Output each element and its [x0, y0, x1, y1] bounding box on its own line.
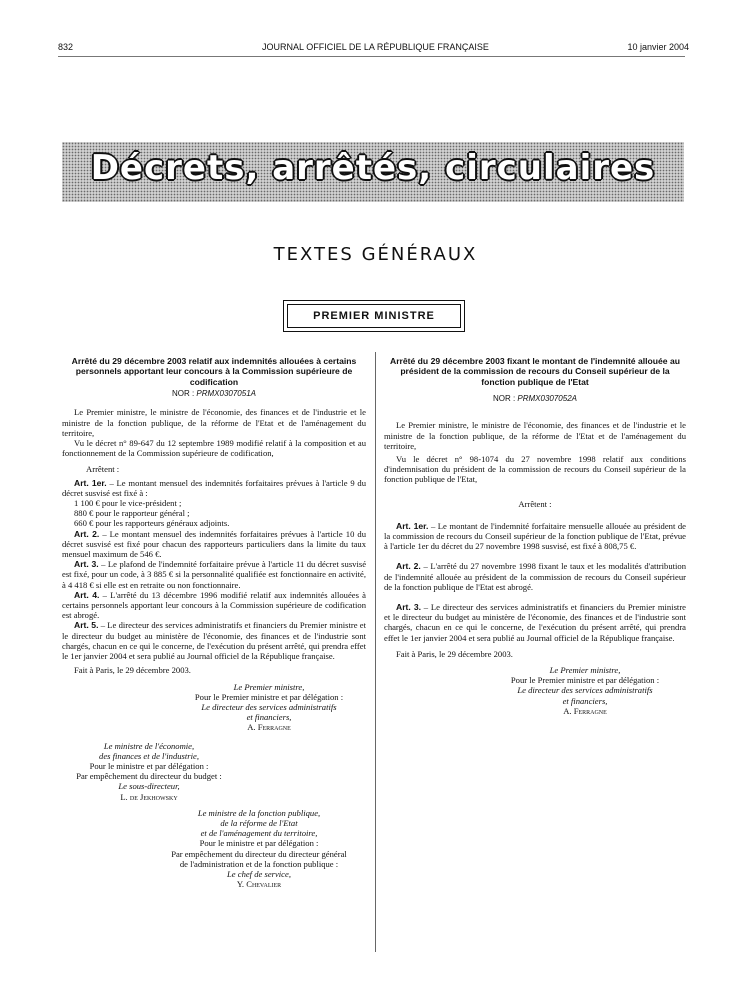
- right-art2-text: – L'arrêté du 27 novembre 1998 fixant le taux et les modalités d'attribution de l'indemnité allouée au président de la commission de recours du Conseil supérieur de la fonction publique de l'Etat est abrogé.: [384, 561, 687, 592]
- left-signature-2: [62, 741, 366, 802]
- left-sig2-line1: Le ministre de l'économie,: [103, 740, 195, 751]
- page-number: 832: [58, 42, 74, 52]
- left-nor: [62, 388, 366, 399]
- left-art4-label: Art. 4.: [74, 589, 100, 600]
- left-art3-label: Art. 3.: [74, 559, 99, 570]
- right-sig1-name: A. Ferragne: [563, 705, 607, 716]
- right-sig1-line3: Le directeur des services administratifs: [517, 685, 653, 696]
- left-art3: [62, 559, 366, 590]
- left-art3-text: – Le plafond de l'indemnité forfaitaire prévue à l'article 11 du décret susvisé est fixé, pour un code, à 3 885 € si la personnalité qualifiée est fonctionnaire en activité, à 4 418 € si elle est en retraite ou non fonctionnaire.: [62, 559, 367, 590]
- left-art1-line2: 880 € pour le rapporteur général ;: [74, 508, 190, 519]
- left-article: [62, 356, 366, 889]
- left-sig3-line5: Par empêchement du directeur du directeur général: [171, 848, 347, 859]
- right-art1-text: – Le montant de l'indemnité forfaitaire mensuelle allouée au président de la commission de recours du Conseil supérieur de la fonction publique de l'Etat, prévue à l'article 1er du décret du 27 novembre 1998 susvisé, est fixé à 808,75 €.: [384, 520, 686, 552]
- right-art3-label: Art. 3.: [396, 602, 421, 613]
- left-art2: [62, 529, 366, 560]
- section-title: TEXTES GÉNÉRAUX: [273, 244, 478, 265]
- issue-date: 10 janvier 2004: [627, 42, 689, 52]
- left-art4: [62, 590, 366, 621]
- left-sig2-name: L. de Jekhowsky: [120, 791, 178, 802]
- left-art1-label: Art. 1er.: [74, 477, 107, 488]
- left-art1: [62, 478, 366, 498]
- right-signature-1: [384, 665, 686, 716]
- right-title: Arrêté du 29 décembre 2003 fixant le montant de l'indemnité allouée au président de la commission de recours du Conseil supérieur de la fonction publique de l'Etat: [389, 356, 681, 387]
- right-nor-value: PRMX0307052A: [517, 394, 577, 404]
- right-nor-label: NOR :: [493, 394, 516, 404]
- right-art3: [384, 602, 686, 643]
- left-art5: [62, 620, 366, 661]
- left-title: Arrêté du 29 décembre 2003 relatif aux indemnités allouées à certains personnels apportant leur concours à la Commission supérieure de codification: [71, 356, 357, 387]
- left-sig3-line6: de l'administration et de la fonction publique :: [179, 858, 339, 869]
- left-art1-line3: 660 € pour les rapporteurs généraux adjoints.: [74, 518, 230, 529]
- left-sig3-line7: Le chef de service,: [227, 868, 291, 879]
- left-sig2-line5: Le sous-directeur,: [118, 781, 180, 792]
- left-sig3-line3: et de l'aménagement du territoire,: [200, 828, 318, 839]
- left-signature-1: [62, 682, 366, 733]
- right-fait: Fait à Paris, le 29 décembre 2003.: [396, 648, 513, 659]
- left-nor-label: NOR :: [172, 389, 195, 399]
- left-sig2-line3: Pour le ministre et par délégation :: [89, 760, 209, 771]
- left-sig3-line1: Le ministre de la fonction publique,: [197, 807, 321, 818]
- right-art2-label: Art. 2.: [396, 561, 421, 572]
- left-nor-value: PRMX0307051A: [196, 389, 256, 399]
- right-sig1-line1: Le Premier ministre,: [549, 665, 621, 676]
- left-sig3-line4: Pour le ministre et par délégation :: [199, 838, 319, 849]
- left-visa: Vu le décret n° 89-647 du 12 septembre 1989 modifié relatif à la composition et au fonctionnement de la Commission supérieure de codification,: [62, 438, 366, 459]
- right-sig1-line4: et financiers,: [562, 695, 608, 706]
- left-art2-label: Art. 2.: [74, 528, 100, 539]
- right-nor: [384, 393, 686, 404]
- left-sig2-line2: des finances et de l'industrie,: [99, 750, 199, 761]
- left-art1-line1: 1 100 € pour le vice-président ;: [74, 498, 182, 509]
- ministry-title: PREMIER MINISTRE: [287, 304, 461, 328]
- left-art2-text: – Le montant mensuel des indemnités forfaitaires prévues à l'article 10 du décret susvisé est fixé pour chacun des rapporteurs particuliers dans la limite du taux mensuel maximum de 546 €.: [62, 528, 367, 560]
- left-sig3-name: Y. Chevalier: [236, 879, 282, 890]
- left-art5-label: Art. 5.: [74, 620, 99, 631]
- right-art3-text: – Le directeur des services administratifs et financiers du Premier ministre et le directeur du budget au ministère de l'économie, des finances et de l'industrie sont chargés, chacun en ce qui le concerne, de l'exécution du présent arrêté, qui prendra effet le 1er janvier 2004 et sera publié au Journal officiel de la République française.: [384, 602, 686, 643]
- left-preamble: Le Premier ministre, le ministre de l'économie, des finances et de l'industrie et le ministre de la fonction publique, de la réforme de l'Etat et de l'aménagement du territoire,: [62, 407, 366, 438]
- left-sig1-line1: Le Premier ministre,: [233, 681, 305, 692]
- right-article: [384, 356, 686, 716]
- left-sig1-name: A. Ferragne: [247, 722, 291, 733]
- right-sig1-line2: Pour le Premier ministre et par délégation :: [510, 675, 660, 686]
- right-art2: [384, 561, 686, 592]
- right-visa: Vu le décret n° 98-1074 du 27 novembre 1998 relatif aux conditions d'indemnisation du président de la commission de recours du Conseil supérieur de la fonction publique de l'Etat,: [384, 454, 686, 485]
- left-sig1-line2: Pour le Premier ministre et par délégation :: [194, 691, 344, 702]
- left-art5-text: – Le directeur des services administratifs et financiers du Premier ministre et le directeur du budget au ministère de l'économie, des finances et de l'industrie sont chargés, chacun en ce qui le concerne, de l'exécution du présent arrêté, qui prendra effet le 1er janvier 2004 et sera publié au Journal officiel de la République française.: [62, 620, 366, 662]
- left-arretent: Arrêtent :: [86, 464, 120, 475]
- header-rule: [58, 56, 685, 57]
- left-sig2-line4: Par empêchement du directeur du budget :: [76, 771, 222, 782]
- left-art1-text: – Le montant mensuel des indemnités forfaitaires prévues à l'article 9 du décret susvisé est fixé à :: [62, 477, 366, 498]
- left-sig1-line4: et financiers,: [246, 712, 292, 723]
- right-arretent: Arrêtent :: [518, 498, 552, 509]
- left-sig1-line3: Le directeur des services administratifs: [201, 701, 337, 712]
- right-art1-label: Art. 1er.: [396, 520, 429, 531]
- left-fait: Fait à Paris, le 29 décembre 2003.: [74, 665, 191, 676]
- right-art1: [384, 521, 686, 552]
- column-divider: [375, 352, 376, 952]
- section-band-title: Décrets, arrêtés, circulaires: [90, 148, 656, 188]
- left-art4-text: – L'arrêté du 13 décembre 1996 modifié relatif aux indemnités allouées à certains personnels apportant leur concours à la Commission supérieure de codification est abrogé.: [62, 589, 366, 621]
- right-preamble: Le Premier ministre, le ministre de l'économie, des finances et de l'industrie et le ministre de la fonction publique, de la réforme de l'Etat et de l'aménagement du territoire,: [384, 420, 686, 451]
- left-sig3-line2: de la réforme de l'Etat: [220, 817, 298, 828]
- journal-title: JOURNAL OFFICIEL DE LA RÉPUBLIQUE FRANÇAISE: [262, 42, 489, 52]
- left-signature-3: [62, 808, 366, 890]
